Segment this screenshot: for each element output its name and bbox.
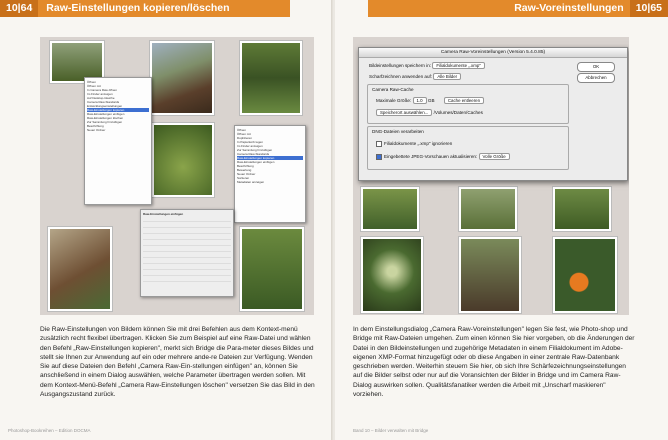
dng-option2-select[interactable]: Volle Größe [479, 153, 510, 160]
context-menu-item[interactable]: Camera Raw-Standards [87, 100, 120, 104]
thumbnail-lifebuoy [553, 237, 617, 313]
context-menu-item[interactable]: Zur Sammlung hinzufügen [87, 120, 123, 124]
dng-section-title: DNG-Dateien verarbeiten [372, 129, 424, 134]
left-page-header [0, 0, 290, 17]
context-menu-item[interactable]: Öffnen mit [237, 132, 251, 136]
thumbnail-path [240, 227, 304, 311]
left-page-title: Raw-Einstellungen kopieren/löschen [46, 2, 230, 14]
right-footer: Band 10 – Bilder verwalten mit Bridge [353, 428, 429, 433]
dng-option1-checkbox[interactable] [376, 141, 382, 147]
thumbnail-tunnel [361, 237, 423, 313]
context-menu-item[interactable]: Raw-Einstellungen einfügen [237, 160, 275, 164]
context-menu-item[interactable]: Öffnen [237, 128, 246, 132]
context-menu-item[interactable]: Raw-Einstellungen kopieren [87, 108, 149, 112]
cache-size-input[interactable]: 1.0 [413, 97, 427, 104]
right-page-title: Raw-Voreinstellungen [514, 2, 624, 14]
camera-raw-preferences-dialog [358, 47, 628, 181]
context-menu-item[interactable]: Camera Raw-Standards [237, 152, 270, 156]
context-menu-item[interactable]: Raw-Einstellungen löschen [87, 116, 124, 120]
cache-section [367, 84, 569, 124]
thumbnail-forest-1 [240, 41, 302, 115]
context-menu-item[interactable]: Sortieren [237, 176, 250, 180]
context-menu-item[interactable]: Entwicklungseinstellungen [87, 104, 123, 108]
thumbnail-trees [553, 187, 611, 231]
cache-size-label: Maximale Größe: [376, 98, 412, 103]
right-page-header [368, 0, 668, 17]
left-screenshot [40, 37, 314, 315]
context-menu-item[interactable]: Zur Sammlung hinzufügen [237, 148, 273, 152]
save-settings-row [369, 62, 485, 69]
cancel-button[interactable]: Abbrechen [577, 73, 615, 83]
context-menu-item[interactable]: In Papierkorb legen [237, 140, 264, 144]
left-body-text: Die Raw-Einstellungen von Bildern können Sie mit drei Befehlen aus dem Kontext-menü zusätzlich recht flexibel übertragen. Klicken Sie zum Beispiel auf eine Raw-Datei und wählen den Befehl „Raw-Einstellungen kopieren", merkt sich Bridge die Para-meter dieses Bildes und stellt sie Ihnen zur Anwendung auf ein oder mehrere ande-re Dateien zur Verfügung. Wenden Sie auf diese Dateien den Befehl „Camera Raw-Ein-stellungen einfügen" an, können Sie anschließend in einem Dialog auswählen, welche Parameter übertragen werden sollen. Mit dem Kontext-Menü-Befehl „Camera Raw-Einstellungen löschen" versetzen Sie das Bild in den Ausgangszustand zurück. [40, 326, 315, 399]
sharpen-select[interactable]: Alle Bilder [433, 73, 461, 80]
paste-settings-list[interactable] [143, 216, 231, 286]
save-settings-select[interactable]: Filialdokumente „.xmp" [432, 62, 485, 69]
context-menu-item[interactable]: Duplizieren [237, 136, 253, 140]
context-menu-item[interactable]: Öffnen [87, 80, 96, 84]
context-menu-item[interactable]: Raw-Einstellungen einfügen [87, 112, 125, 116]
context-menu-item[interactable]: In Camera Raw öffnen [87, 88, 117, 92]
cache-clear-button[interactable]: Cache entleeren [444, 97, 484, 104]
cache-size-unit: GB [427, 98, 435, 103]
context-menu-item[interactable]: Bewertung [237, 168, 252, 172]
cache-location-row [376, 109, 483, 116]
context-menu-item[interactable]: Im Finder anzeigen [237, 144, 263, 148]
dialog-title: Camera Raw-Voreinstellungen (Version 5.4.0.85) [359, 48, 627, 58]
context-menu-item[interactable]: Beschriftung [237, 164, 254, 168]
cache-location-button[interactable]: Speicherort auswählen... [376, 109, 432, 116]
context-menu-item[interactable]: Auf Desktop-Gleiche [87, 96, 115, 100]
dng-option1-label: Filialdokumente „.xmp" ignorieren [384, 141, 453, 147]
cache-location-path: /Volumes/Daten/Caches [433, 110, 483, 115]
context-menu-item[interactable]: Beschriftung [87, 124, 104, 128]
left-page-number: 10|64 [0, 0, 38, 17]
context-menu-item[interactable]: Raw-Einstellungen kopieren [237, 156, 303, 160]
dng-option1-row[interactable] [376, 141, 452, 147]
context-menu-item[interactable]: Neuer Ordner [87, 128, 106, 132]
cache-section-title: Camera Raw-Cache [372, 87, 414, 92]
thumbnail-tower [48, 227, 112, 311]
paste-settings-dialog[interactable] [140, 209, 234, 297]
save-settings-label: Bildeinstellungen speichern in: [369, 63, 432, 68]
left-page [0, 0, 333, 440]
right-page [335, 0, 668, 440]
context-menu-item[interactable]: Neuer Ordner [237, 172, 256, 176]
thumbnail-garden [152, 123, 214, 197]
context-menu-item[interactable]: Im Finder anzeigen [87, 92, 113, 96]
context-menu[interactable] [84, 77, 152, 205]
thumbnail-ferns [361, 187, 419, 231]
right-body-text: In dem Einstellungsdialog „Camera Raw-Voreinstellungen" legen Sie fest, wie Photo-shop und Bridge mit Raw-Dateien umgehen. Zum einen können Sie hier vorgeben, ob die Änderungen der Datei in den Bildeinstellungen und zugehörige Metadaten in einem Filialdokument im Adobe-eigenen XMP-Format hinzugefügt oder ob diese Angaben in einer zentrale Raw-Datenbank geschrieben werden. Weiterhin steuern Sie hier, ob sich Ihre Schärfezeichnungseinstellungen auf die Bilder selbst oder nur auf die Voransichten der Bilder in Bridge und im Camera Raw-Dialog auswirken sollen. Qualitätsfanatiker werden die Arbeit mit „Unscharf maskieren" vorziehen. [353, 326, 635, 399]
dng-option2-label: Eingebettete JPEG-Vorschauen aktualisieren: [384, 154, 478, 159]
dng-section [367, 126, 569, 170]
paste-settings-dialog-title: Raw-Einstellungen einfügen [143, 212, 184, 216]
left-footer: Photoshop-Bookreihen – Edition DOCMA [8, 428, 91, 433]
sharpen-row [369, 73, 461, 80]
right-screenshot [353, 37, 629, 315]
dng-option2-checkbox[interactable] [376, 154, 382, 160]
thumbnail-bridge [150, 41, 214, 115]
thumbnail-steps [459, 237, 521, 313]
dng-option2-row[interactable] [376, 153, 510, 160]
context-menu-secondary[interactable] [234, 125, 306, 223]
thumbnail-stream [459, 187, 517, 231]
context-menu-item[interactable]: Metadaten anzeigen [237, 180, 265, 184]
ok-button[interactable]: OK [577, 62, 615, 72]
sharpen-label: Scharfzeichnen anwenden auf: [369, 74, 433, 79]
context-menu-item[interactable]: Öffnen mit [87, 84, 101, 88]
right-page-number: 10|65 [630, 0, 668, 17]
cache-size-row [376, 97, 484, 104]
